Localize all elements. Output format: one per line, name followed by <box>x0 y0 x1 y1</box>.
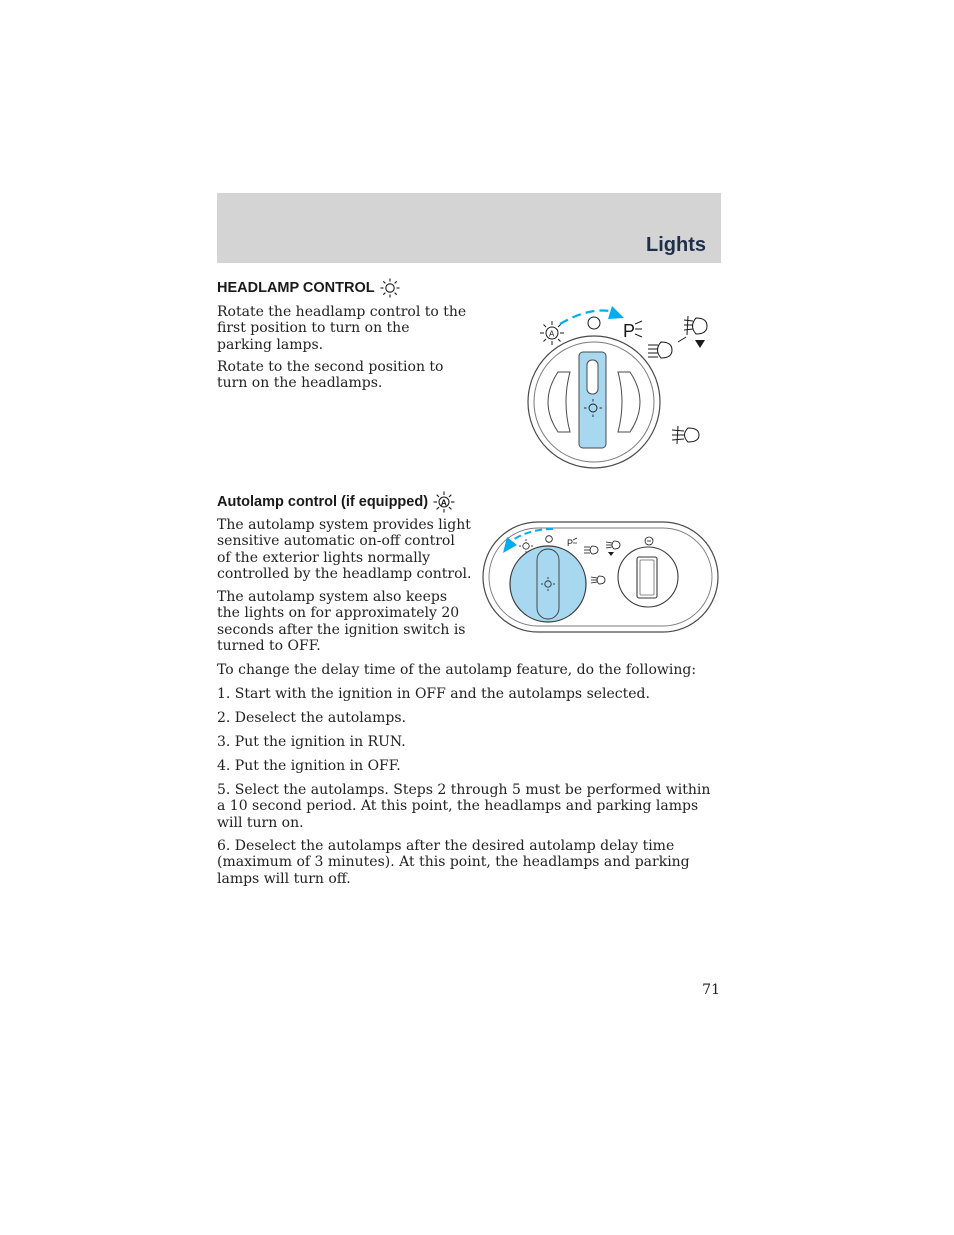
svg-text:A: A <box>440 497 447 508</box>
panel-parking-symbol: P <box>567 538 574 548</box>
delay-step-6: 6. Deselect the autolamps after the desired autolamp delay time (maximum of 3 minutes). At this point, the headlamps and parking lamps will turn off. <box>217 838 690 887</box>
autolamp-icon <box>540 321 564 345</box>
panel-headlamp-knob <box>510 546 586 622</box>
rear-fog-lamp-icon <box>672 426 699 444</box>
svg-text:A: A <box>549 329 555 339</box>
section-header-band <box>217 193 721 263</box>
rotation-arrow <box>560 311 615 325</box>
headlamp-paragraph-1: Rotate the headlamp control to the first position to turn on the parking lamps. <box>217 304 467 353</box>
autolamp-control-heading <box>217 490 456 514</box>
headlamp-beam-icon <box>648 342 672 358</box>
headlamp-paragraph-2: Rotate to the second position to turn on the headlamps. <box>217 359 444 392</box>
rotation-arrow-head <box>608 306 624 319</box>
autolamp-sun-icon <box>432 490 456 514</box>
delay-step-4: 4. Put the ignition in OFF. <box>217 758 401 774</box>
off-position-icon <box>588 317 600 329</box>
headlamp-control-heading <box>217 277 401 299</box>
fog-arrow-down-icon <box>695 340 705 348</box>
headlamp-sun-icon <box>379 277 401 299</box>
delay-intro: To change the delay time of the autolamp feature, do the following: <box>217 662 697 678</box>
autolamp-panel-diagram <box>481 519 721 635</box>
delay-step-1: 1. Start with the ignition in OFF and the autolamps selected. <box>217 686 650 702</box>
front-fog-lamp-icon <box>684 316 707 335</box>
parking-lamp-symbol: P <box>623 321 636 341</box>
delay-step-5: 5. Select the autolamps. Steps 2 through 5 must be performed within a 10 second period. At this point, the headlamps and parking lamps will turn on. <box>217 782 711 831</box>
parking-lamp-rays-icon <box>635 321 642 337</box>
autolamp-control-heading-text: Autolamp control (if equipped) <box>217 494 429 510</box>
autolamp-paragraph-2: The autolamp system also keeps the lights on for approximately 20 seconds after the ignition switch is turned to OFF. <box>217 589 466 655</box>
headlamp-knob-diagram <box>520 302 720 474</box>
page-number: 71 <box>702 982 720 998</box>
delay-step-2: 2. Deselect the autolamps. <box>217 710 406 726</box>
knob-pointer-slot <box>587 360 598 394</box>
delay-step-3: 3. Put the ignition in RUN. <box>217 734 406 750</box>
autolamp-paragraph-1: The autolamp system provides light sensitive automatic on-off control of the exterior lights normally controlled by the headlamp control. <box>217 517 472 583</box>
headlamp-control-heading-text: HEADLAMP CONTROL <box>217 280 375 296</box>
section-title: Lights <box>646 234 706 256</box>
